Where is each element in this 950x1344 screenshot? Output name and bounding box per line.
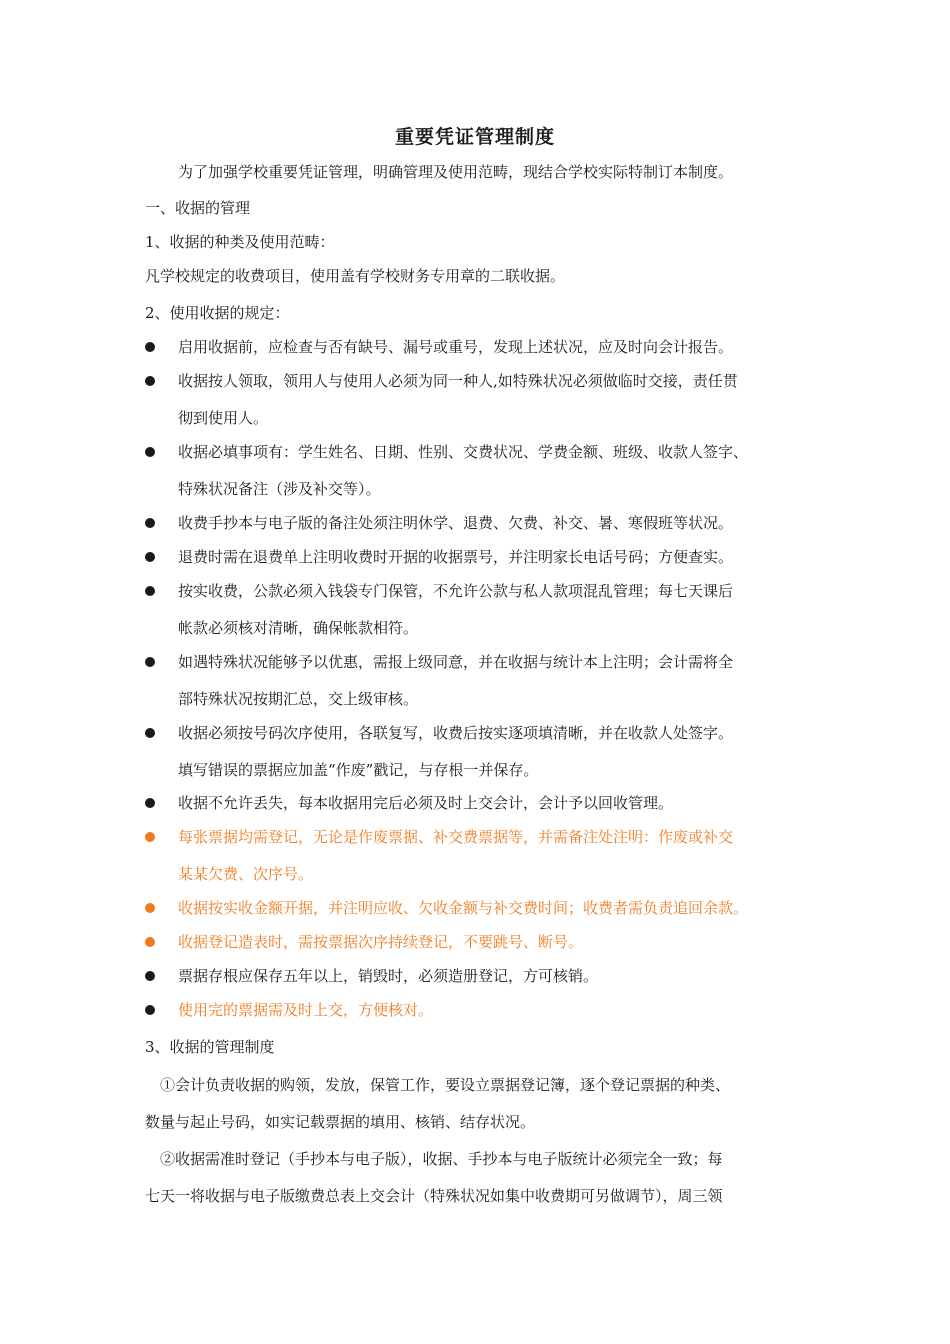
list-item-text: 收据必须按号码次序使用，各联复写，收费后按实逐项填清晰，并在收款人处签字。 [178, 724, 734, 742]
page-title: 重要凭证管理制度 [394, 126, 555, 148]
bullet-icon [145, 937, 155, 947]
bullet-icon [145, 903, 155, 913]
bullet-icon [145, 342, 155, 352]
list-item-text: 票据存根应保存五年以上，销毁时，必须造册登记，方可核销。 [178, 967, 599, 985]
subsection-heading: 3、收据的管理制度 [145, 1038, 275, 1056]
list-item-continuation: 帐款必须核对清晰，确保帐款相符。 [178, 619, 419, 637]
bullet-icon [145, 376, 155, 386]
bullet-icon [145, 1005, 155, 1015]
bullet-icon [145, 552, 155, 562]
bullet-icon [145, 657, 155, 667]
paragraph: ②收据需准时登记（手抄本与电子版），收据、手抄本与电子版统计必须完全一致；每 [160, 1150, 723, 1168]
bullet-icon [145, 447, 155, 457]
list-item-text: 收据不允许丢失，每本收据用完后必须及时上交会计，会计予以回收管理。 [178, 794, 674, 812]
section-heading: 一、收据的管理 [145, 199, 251, 217]
intro-paragraph: 为了加强学校重要凭证管理，明确管理及使用范畴，现结合学校实际特制订本制度。 [178, 163, 734, 181]
bullet-icon [145, 518, 155, 528]
list-item-continuation: 特殊状况备注（涉及补交等）。 [178, 480, 381, 498]
subsection-heading: 1、收据的种类及使用范畴： [145, 233, 335, 251]
list-item-continuation: 某某欠费、次序号。 [178, 865, 314, 883]
paragraph-continuation: 七天一将收据与电子版缴费总表上交会计（特殊状况如集中收费期可另做调节），周三领 [145, 1187, 723, 1205]
list-item-continuation: 彻到使用人。 [178, 409, 269, 427]
bullet-icon [145, 728, 155, 738]
list-item-text: 启用收据前，应检查与否有缺号、漏号或重号，发现上述状况，应及时向会计报告。 [178, 338, 734, 356]
bullet-icon [145, 798, 155, 808]
bullet-icon [145, 971, 155, 981]
list-item-text: 使用完的票据需及时上交，方便核对。 [178, 1001, 434, 1019]
list-item-continuation: 部特殊状况按期汇总，交上级审核。 [178, 690, 419, 708]
bullet-icon [145, 586, 155, 596]
bullet-icon [145, 832, 155, 842]
list-item-text: 按实收费，公款必须入钱袋专门保管，不允许公款与私人款项混乱管理；每七天课后 [178, 582, 734, 600]
list-item-text: 收据按人领取，领用人与使用人必须为同一种人,如特殊状况必须做临时交接，责任贯 [178, 372, 738, 390]
list-item-continuation: 填写错误的票据应加盖“作废”戳记，与存根一并保存。 [178, 761, 539, 779]
list-item-text: 每张票据均需登记，无论是作废票据、补交费票据等，并需备注处注明：作废或补交 [178, 828, 734, 846]
paragraph-continuation: 数量与起止号码，如实记载票据的填用、核销、结存状况。 [145, 1113, 536, 1131]
list-item-text: 收据按实收金额开据，并注明应收、欠收金额与补交费时间；收费者需负责追回余款。 [178, 899, 749, 917]
subsection-heading: 2、使用收据的规定： [145, 304, 290, 322]
list-item-text: 收据登记造表时，需按票据次序持续登记，不要跳号、断号。 [178, 933, 584, 951]
list-item-text: 如遇特殊状况能够予以优惠，需报上级同意，并在收据与统计本上注明；会计需将全 [178, 653, 734, 671]
paragraph: 凡学校规定的收费项目，使用盖有学校财务专用章的二联收据。 [145, 267, 566, 285]
list-item-text: 收据必填事项有：学生姓名、日期、性别、交费状况、学费金额、班级、收款人签字、 [178, 443, 749, 461]
list-item-text: 退费时需在退费单上注明收费时开据的收据票号，并注明家长电话号码；方便查实。 [178, 548, 734, 566]
paragraph: ①会计负责收据的购领，发放，保管工作，要设立票据登记簿，逐个登记票据的种类、 [160, 1076, 731, 1094]
list-item-text: 收费手抄本与电子版的备注处须注明休学、退费、欠费、补交、暑、寒假班等状况。 [178, 514, 734, 532]
